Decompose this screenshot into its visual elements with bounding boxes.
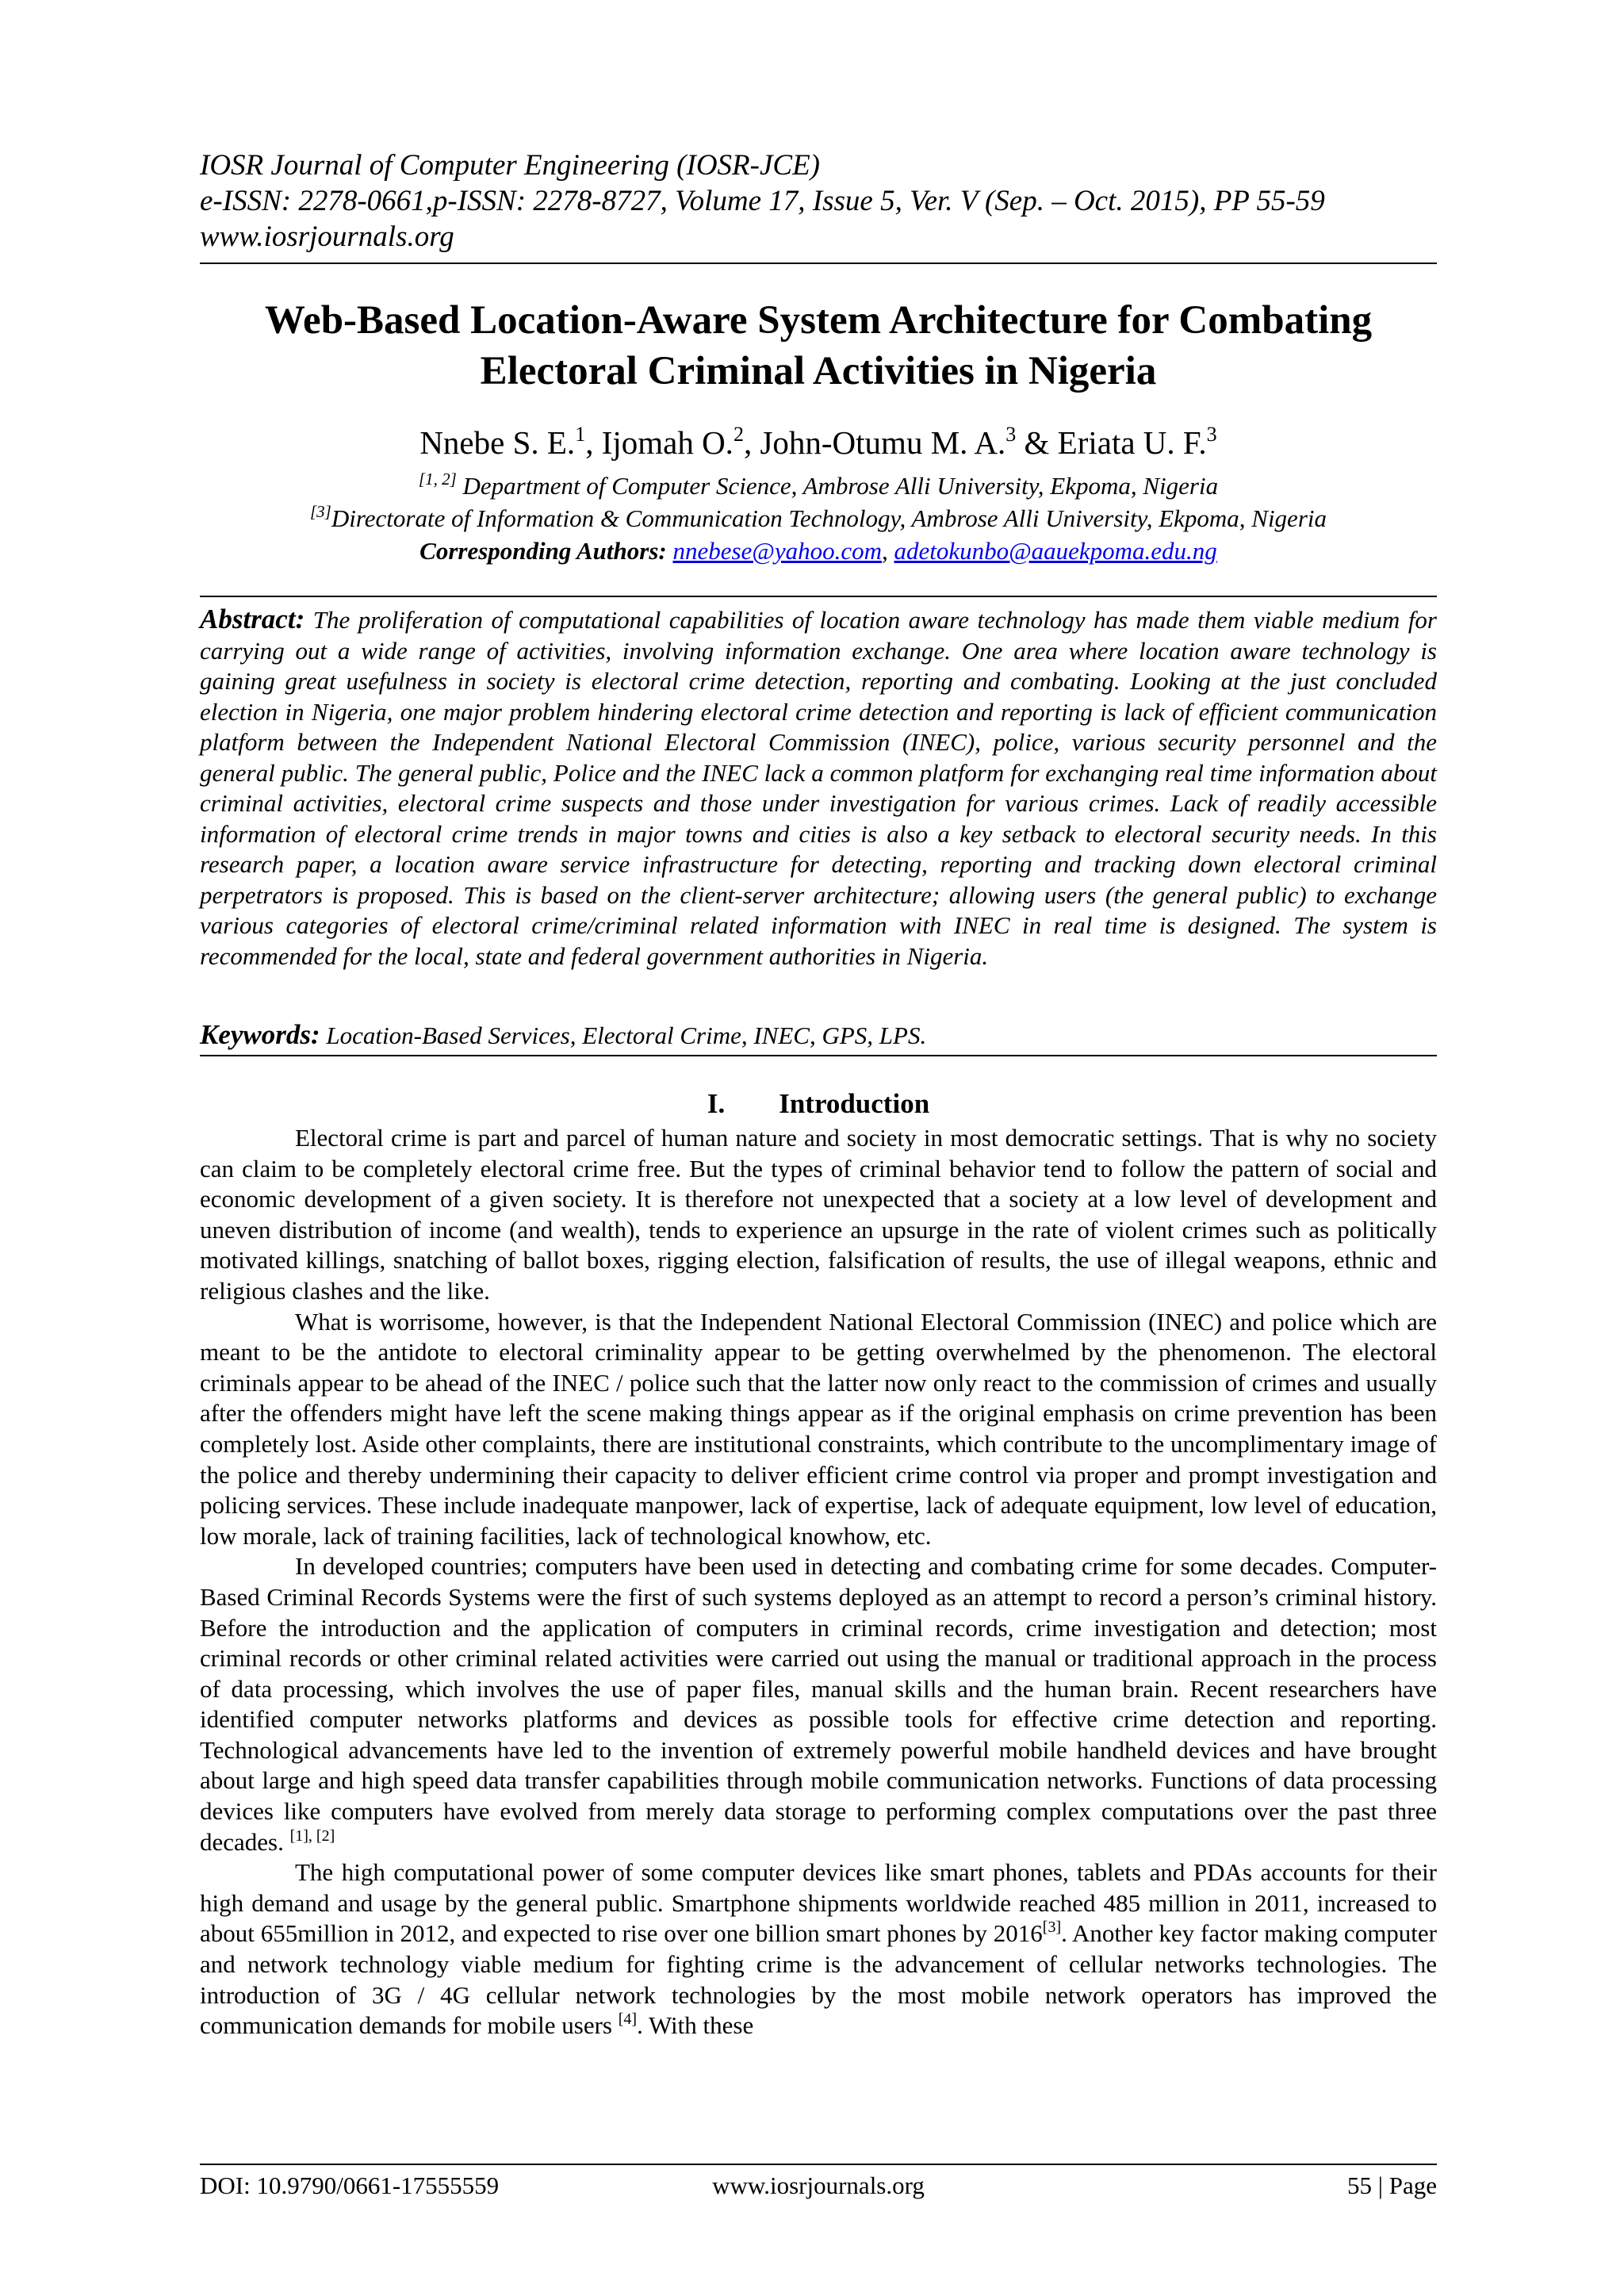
author-separator: ,: [743, 424, 760, 461]
author-3-affil-mark: 3: [1005, 423, 1017, 446]
abstract-top-rule: [200, 596, 1437, 597]
section-title: Introduction: [779, 1088, 930, 1119]
section-heading: [200, 1087, 1437, 1121]
title-line-1: Web-Based Location-Aware System Architecture for Combating: [264, 298, 1373, 343]
paragraph-4-text-c: . With these: [637, 2011, 754, 2040]
paragraph-4: [200, 1857, 1437, 2041]
email-link-2[interactable]: adetokunbo@aauekpoma.edu.ng: [894, 537, 1217, 565]
section-number: I.: [707, 1088, 726, 1119]
abstract-label: Abstract:: [200, 604, 305, 634]
title-line-2: Electoral Criminal Activities in Nigeria: [480, 349, 1157, 393]
paragraph-2: What is worrisome, however, is that the Independent National Electoral Commission (INEC) and police which are meant to be the antidote to electoral criminality appear to be getting overwhelmed by the phenomenon. The electoral criminals appear to be ahead of the INEC / police such that the latter now only react to the commission of crimes and usually after the offenders might have left the scene making things appear as if the original emphasis on crime prevention has been completely lost. Aside other complaints, there are institutional constraints, which contribute to the uncomplimentary image of the police and thereby undermining their capacity to deliver efficient crime control via proper and prompt investigation and policing services. These include inadequate manpower, lack of expertise, lack of adequate equipment, low level of education, low morale, lack of training facilities, lack of technological knowhow, etc.: [200, 1307, 1437, 1550]
affiliation-2-mark: [3]: [310, 502, 331, 521]
author-separator: &: [1016, 424, 1058, 461]
abstract-bottom-rule: [200, 1055, 1437, 1056]
paragraph-3: [200, 1551, 1437, 1857]
body-text: [200, 1123, 1437, 2041]
page-footer: [200, 2168, 1437, 2203]
journal-header: [200, 148, 1437, 255]
email-link-1[interactable]: nnebese@yahoo.com: [672, 537, 882, 565]
citation-ref: [1], [2]: [289, 1826, 335, 1845]
author-1-affil-mark: 1: [575, 423, 586, 446]
footer-page-number: 55 | Page: [1347, 2171, 1437, 2199]
email-separator: ,: [881, 537, 894, 565]
journal-name: IOSR Journal of Computer Engineering (IOSR-JCE): [200, 149, 820, 182]
journal-website: www.iosrjournals.org: [200, 220, 454, 253]
citation-ref: [3]: [1042, 1918, 1062, 1937]
journal-issn: e-ISSN: 2278-0661,p-ISSN: 2278-8727, Volume 17, Issue 5, Ver. V (Sep. – Oct. 2015), PP 55-59: [200, 185, 1325, 217]
corresponding-authors: [200, 536, 1437, 566]
author-4-affil-mark: 3: [1206, 423, 1217, 446]
corresponding-label: Corresponding Authors:: [419, 537, 667, 565]
author-separator: ,: [585, 424, 602, 461]
author-1: Nnebe S. E.: [419, 424, 576, 461]
abstract-text: The proliferation of computational capabilities of location aware technology has made them viable medium for carrying out a wide range of activities, involving information exchange. One area where location aware technology is gaining great usefulness in society is electoral crime detection, reporting and combating. Looking at the just concluded election in Nigeria, one major problem hindering electoral crime detection and reporting is lack of efficient communication platform between the Independent National Electoral Commission (INEC), police, various security personnel and the general public. The general public, Police and the INEC lack a common platform for exchanging real time information about criminal activities, electoral crime suspects and those under investigation for various crimes. Lack of readily accessible information of electoral crime trends in major towns and cities is also a key setback to electoral security needs. In this research paper, a location aware service infrastructure for detecting, reporting and tracking down electoral criminal perpetrators is proposed. This is based on the client-server architecture; allowing users (the general public) to exchange various categories of electoral crime/criminal related information with INEC in real time is designed. The system is recommended for the local, state and federal government authorities in Nigeria.: [200, 606, 1437, 970]
paragraph-4-text-b: . Another key factor making computer and network technology viable medium for fighting crime is the advancement of cellular networks technologies. The introduction of 3G / 4G cellular network technologies by the most mobile network operators has improved the communication demands for mobile users: [200, 1919, 1437, 2040]
citation-ref: [4]: [618, 2010, 638, 2029]
author-3: John-Otumu M. A.: [760, 424, 1006, 461]
author-2-affil-mark: 2: [733, 423, 744, 446]
footer-rule: [200, 2164, 1437, 2165]
affiliation-2: [200, 504, 1437, 534]
paper-title: [200, 295, 1437, 397]
paragraph-4-text-a: The high computational power of some computer devices like smart phones, tablets and PDAs accounts for their high demand and usage by the general public. Smartphone shipments worldwide reached 485 million in 2011, increased to about 655million in 2012, and expected to rise over one billion smart phones by 2016: [200, 1858, 1437, 1948]
keywords-text: Location-Based Services, Electoral Crime, INEC, GPS, LPS.: [320, 1022, 927, 1049]
paragraph-1: Electoral crime is part and parcel of human nature and society in most democratic settings. That is why no society can claim to be completely electoral crime free. But the types of criminal behavior tend to follow the pattern of social and economic development of a given society. It is therefore not unexpected that a society at a low level of development and uneven distribution of income (and wealth), tends to experience an upsurge in the rate of violent crimes such as politically motivated killings, snatching of ballot boxes, rigging election, falsification of results, the use of illegal weapons, ethnic and religious clashes and the like.: [200, 1124, 1437, 1305]
affiliation-2-text: Directorate of Information & Communication Technology, Ambrose Alli University, Ekpoma, Nigeria: [331, 504, 1327, 532]
paragraph-3-text: In developed countries; computers have been used in detecting and combating crime for some decades. Computer-Based Criminal Records Systems were the first of such systems deployed as an attempt to record a person’s criminal history. Before the introduction and the application of computers in criminal records, crime investigation and detection; most criminal records or other criminal related activities were carried out using the manual or traditional approach in the process of data processing, which involves the use of paper files, manual skills and the human brain. Recent researchers have identified computer networks platforms and devices as possible tools for effective crime detection and reporting. Technological advancements have led to the invention of extremely powerful mobile handheld devices and have brought about large and high speed data transfer capabilities through mobile communication networks. Functions of data processing devices like computers have evolved from merely data storage to performing complex computations over the past three decades.: [200, 1552, 1437, 1856]
header-rule: [200, 263, 1437, 264]
author-list: [200, 422, 1437, 463]
affiliation-1-mark: [1, 2]: [418, 470, 457, 489]
affiliation-1: [200, 471, 1437, 501]
footer-website: www.iosrjournals.org: [712, 2171, 925, 2199]
author-4: Eriata U. F.: [1057, 424, 1207, 461]
keywords-label: Keywords:: [200, 1019, 320, 1050]
keywords: [200, 1020, 1437, 1051]
author-2: Ijomah O.: [601, 424, 733, 461]
footer-doi: DOI: 10.9790/0661-17555559: [200, 2171, 500, 2199]
abstract: [200, 604, 1437, 972]
affiliation-1-text: Department of Computer Science, Ambrose Alli University, Ekpoma, Nigeria: [456, 472, 1219, 500]
